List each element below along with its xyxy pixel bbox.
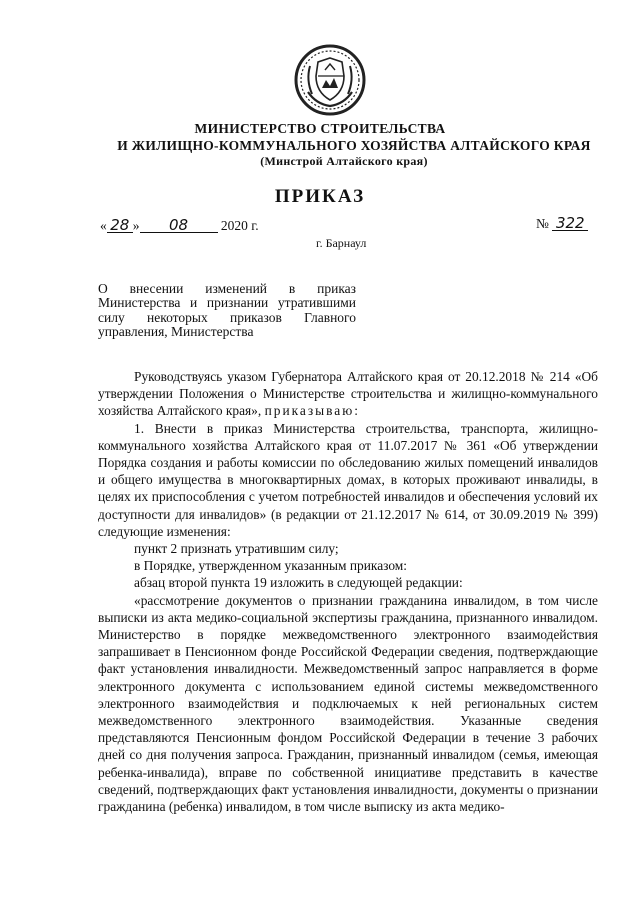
ministry-name-line2: И ЖИЛИЩНО-КОММУНАЛЬНОГО ХОЗЯЙСТВА АЛТАЙСКОГО КРАЯ (117, 138, 591, 153)
document-body (98, 368, 598, 815)
preamble-text: Руководствуясь указом Губернатора Алтайского края от 20.12.2018 № 214 «Об утверждении Положения о Министерстве строительства и жилищно-коммунального хозяйства Алтайского края», (98, 369, 598, 419)
city: г. Барнаул (316, 236, 367, 250)
date-open-quote: « (100, 218, 107, 233)
date-month: 08 (140, 218, 218, 233)
paragraph-preamble (98, 368, 598, 420)
date-close-quote: » (132, 218, 140, 233)
date-day: 28 (107, 218, 133, 233)
order-number-prefix: № (536, 216, 549, 231)
paragraph-item-4: абзац второй пункта 19 изложить в следующей редакции: (134, 575, 463, 591)
paragraph-item-3: в Порядке, утвержденном указанным приказом: (134, 558, 407, 574)
altai-coat-of-arms-icon (292, 42, 368, 118)
order-number (536, 216, 588, 232)
order-word: приказываю: (264, 403, 360, 419)
date-year: 2020 г. (220, 218, 259, 233)
ministry-short-name: (Минстрой Алтайского края) (260, 154, 428, 168)
paragraph-new-text: «рассмотрение документов о признании гражданина инвалидом, в том числе выписки из акта медико-социальной экспертизы гражданина, признанного инвалидом. Министерство в порядке межведомственного электронного взаимодействия запрашивает в Пенсионном фонде Российской Федерации сведения, подтверждающие факт установления инвалидности. Межведомственный запрос направляется в форме электронного документа с использованием единой системы межведомственного электронного взаимодействия и подключаемых к ней региональных систем межведомственного электронного взаимодействия. Указанные сведения представляются Пенсионным фондом Российской Федерации в течение 3 рабочих дней со дня получения запроса. Гражданин, признанный инвалидом (семья, имеющая ребенка-инвалида), вправе по собственной инициативе представить в качестве сведений, подтверждающих факт установления инвалидности, документы о признании гражданина (ребенка) инвалидом, в том числе выписку из акта медико- (98, 592, 598, 815)
document-subject: О внесении изменений в приказ Министерства и признании утратившими силу некоторых приказов Главного управления, Министерства (98, 281, 356, 340)
ministry-name-line1: МИНИСТЕРСТВО СТРОИТЕЛЬСТВА (194, 121, 446, 136)
paragraph-item-1: 1. Внести в приказ Министерства строительства, транспорта, жилищно-коммунального хозяйства Алтайского края от 11.07.2017 № 361 «Об утверждении Порядка создания и работы комиссии по обследованию жилых помещений инвалидов и общего имущества в многоквартирных домах, в которых проживают инвалиды, в целях их приспособления с учетом потребностей инвалидов и обеспечения условий их доступности для инвалидов» (в редакции от 21.12.2017 № 614, от 30.09.2019 № 399) следующие изменения: (98, 420, 598, 539)
paragraph-item-2: пункт 2 признать утратившим силу; (134, 541, 339, 557)
order-date (100, 218, 259, 234)
document-title: ПРИКАЗ (274, 186, 366, 207)
order-number-value: 322 (552, 216, 588, 231)
